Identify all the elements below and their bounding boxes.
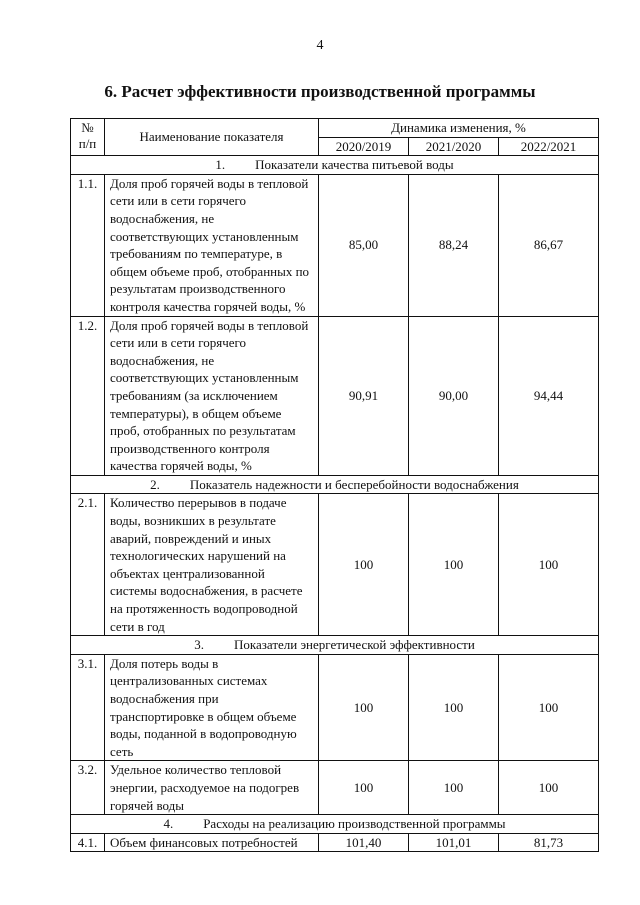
row-value: 85,00 [319,174,409,316]
row-value: 101,01 [409,833,499,852]
section-row [71,156,599,175]
row-value: 100 [319,761,409,815]
section-title: Расходы на реализацию производственной программы [203,816,506,832]
section-title: Показатели качества питьевой воды [255,157,454,173]
table-row [71,174,599,316]
row-value: 94,44 [499,316,599,475]
section-number: 4. [163,816,174,832]
header-name: Наименование показателя [105,119,319,156]
header-period-3: 2022/2021 [499,137,599,156]
header-dynamics: Динамика изменения, % [319,119,599,138]
header-num-line2: п/п [78,136,97,151]
table-row [71,761,599,815]
section-number: 2. [150,476,160,492]
section-row [71,636,599,655]
row-value: 100 [499,654,599,761]
section-row [71,475,599,494]
row-name: Доля проб горячей воды в тепловой сети или в сети горячего водоснабжения, не соответствующих установленным требованиям (за исключением температуры), в общем объеме проб, отобранных по результатам производственного контроля качества горячей воды, % [105,316,319,475]
row-value: 86,67 [499,174,599,316]
row-name: Доля проб горячей воды в тепловой сети или в сети горячего водоснабжения, не соответствующих установленным требованиям по температуре, в общем объеме проб, отобранных по результатам производственного контроля качества горячей воды, % [105,174,319,316]
row-number: 3.1. [71,654,105,761]
page-title: 6. Расчет эффективности производственной программы [104,82,536,101]
section-title: Показатель надежности и бесперебойности водоснабжения [189,476,519,492]
row-number: 3.2. [71,761,105,815]
row-value: 100 [409,494,499,636]
row-name: Объем финансовых потребностей [105,833,319,852]
header-num-line1: № [81,120,94,135]
row-value: 100 [319,494,409,636]
row-number: 1.2. [71,316,105,475]
header-period-1: 2020/2019 [319,137,409,156]
row-name: Количество перерывов в подаче воды, возникших в результате аварий, повреждений и иных технологических нарушений на объектах централизованной системы водоснабжения, в расчете на протяженность водопроводной сети в год [105,494,319,636]
section-title: Показатели энергетической эффективности [233,637,475,653]
row-value: 100 [409,654,499,761]
table-row [71,494,599,636]
row-value: 100 [409,761,499,815]
row-number: 2.1. [71,494,105,636]
page-number: 4 [316,38,324,53]
section-row [71,815,599,834]
header-num [71,119,105,156]
table-row [71,654,599,761]
header-period-2: 2021/2020 [409,137,499,156]
row-number: 1.1. [71,174,105,316]
table-row [71,316,599,475]
row-value: 90,00 [409,316,499,475]
section-number: 1. [215,157,226,173]
row-value: 88,24 [409,174,499,316]
row-name: Доля потерь воды в централизованных системах водоснабжения при транспортировке в общем объеме воды, поданной в водопроводную сеть [105,654,319,761]
row-value: 81,73 [499,833,599,852]
row-number: 4.1. [71,833,105,852]
row-value: 90,91 [319,316,409,475]
table-row [71,833,599,852]
row-value: 100 [499,494,599,636]
row-value: 100 [499,761,599,815]
row-value: 100 [319,654,409,761]
row-value: 101,40 [319,833,409,852]
section-number: 3. [194,637,204,653]
efficiency-table [70,118,599,852]
row-name: Удельное количество тепловой энергии, расходуемое на подогрев горячей воды [105,761,319,815]
